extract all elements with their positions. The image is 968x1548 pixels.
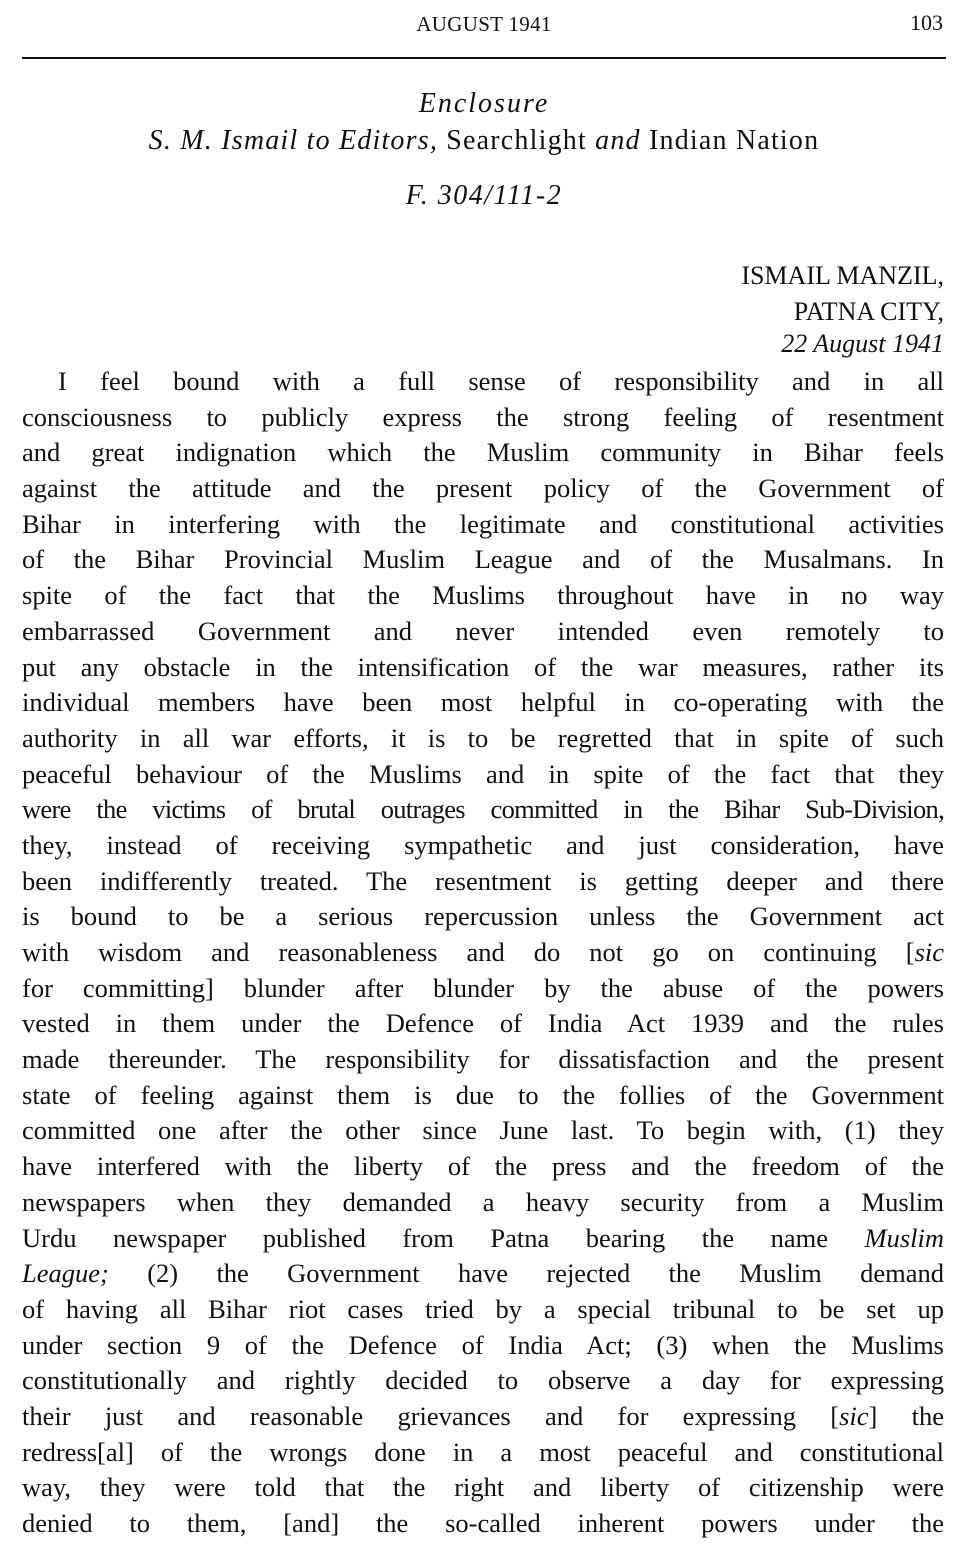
letter-heading-paper-1: Searchlight — [438, 125, 596, 156]
header-rule — [22, 57, 946, 59]
body-line: of having all Bihar riot cases tried by a special tribunal to be set up — [22, 1293, 944, 1324]
letter-heading — [0, 125, 968, 157]
body-line: denied to them, [and] the so-called inherent powers under the — [22, 1508, 944, 1538]
address-line-2: PATNA CITY, — [793, 297, 944, 326]
body-line: individual members have been most helpful in co-operating with the — [22, 687, 944, 718]
body-line: state of feeling against them is due to the follies of the Government — [22, 1079, 944, 1110]
body-line: embarrassed Government and never intended even remotely to — [22, 615, 944, 646]
body-line: I feel bound with a full sense of responsibility and in all — [58, 366, 944, 396]
body-text-run: ] the — [868, 1400, 945, 1431]
letter-heading-and: and — [595, 125, 641, 156]
body-line: constitutionally and rightly decided to observe a day for expressing — [22, 1365, 944, 1396]
body-line: Bihar in interfering with the legitimate and constitutional activities — [22, 508, 944, 539]
body-line — [22, 1221, 944, 1257]
body-text-run: their just and reasonable grievances and for expressing [ — [22, 1400, 840, 1431]
body-line: consciousness to publicly express the strong feeling of resentment — [22, 401, 944, 432]
letter-date: 22 August 1941 — [781, 329, 944, 358]
body-line: have interfered with the liberty of the press and the freedom of the — [22, 1151, 944, 1182]
body-line: put any obstacle in the intensification of the war measures, rather its — [22, 651, 944, 682]
letter-heading-author: S. M. Ismail to Editors, — [148, 125, 439, 156]
body-line: were the victims of brutal outrages committed in the Bihar Sub-Division, — [22, 794, 944, 825]
page-number: 103 — [910, 10, 943, 35]
body-line: they, instead of receiving sympathetic and just consideration, have — [22, 829, 944, 860]
body-text-run: Urdu newspaper published from Patna bearing the name — [22, 1222, 865, 1253]
body-line: authority in all war efforts, it is to be regretted that in spite of such — [22, 722, 944, 753]
body-line — [22, 1399, 944, 1435]
address-line-1: ISMAIL MANZIL, — [741, 261, 944, 290]
body-line: is bound to be a serious repercussion unless the Government act — [22, 901, 944, 932]
body-line: for committing] blunder after blunder by the abuse of the powers — [22, 972, 944, 1003]
sic-annotation: sic — [914, 937, 944, 967]
body-line: against the attitude and the present policy of the Government of — [22, 473, 944, 504]
body-line: made thereunder. The responsibility for dissatisfaction and the present — [22, 1044, 944, 1075]
body-text-run: with wisdom and reasonableness and do not go on continuing [ — [22, 937, 915, 967]
body-line: spite of the fact that the Muslims throughout have in no way — [22, 580, 944, 611]
sic-annotation: sic — [839, 1400, 869, 1431]
body-line: and great indignation which the Muslim community in Bihar feels — [22, 437, 944, 468]
running-head — [0, 8, 968, 42]
newspaper-title-league: League; — [22, 1258, 109, 1289]
body-line: been indifferently treated. The resentment is getting deeper and there — [22, 865, 944, 896]
body-line — [22, 935, 944, 971]
body-line: newspapers when they demanded a heavy security from a Muslim — [22, 1186, 944, 1217]
body-text-run: (2) the Government have rejected the Muslim demand — [108, 1258, 944, 1289]
enclosure-heading: Enclosure — [418, 88, 550, 119]
body-line: under section 9 of the Defence of India Act; (3) when the Muslims — [22, 1329, 944, 1360]
running-head-title: AUGUST 1941 — [416, 12, 552, 36]
body-line — [22, 1256, 944, 1292]
letter-body — [22, 364, 944, 1542]
body-line: redress[al] of the wrongs done in a most peaceful and constitutional — [22, 1436, 944, 1467]
body-line: peaceful behaviour of the Muslims and in spite of the fact that they — [22, 758, 944, 789]
newspaper-title-muslim: Muslim — [864, 1222, 944, 1253]
letter-heading-paper-2: Indian Nation — [640, 125, 820, 156]
file-reference: F. 304/111-2 — [405, 180, 563, 211]
body-line: committed one after the other since June last. To begin with, (1) they — [22, 1115, 944, 1146]
body-line: of the Bihar Provincial Muslim League and of the Musalmans. In — [22, 544, 944, 575]
body-line: vested in them under the Defence of India Act 1939 and the rules — [22, 1008, 944, 1039]
body-line: way, they were told that the right and liberty of citizenship were — [22, 1472, 944, 1503]
